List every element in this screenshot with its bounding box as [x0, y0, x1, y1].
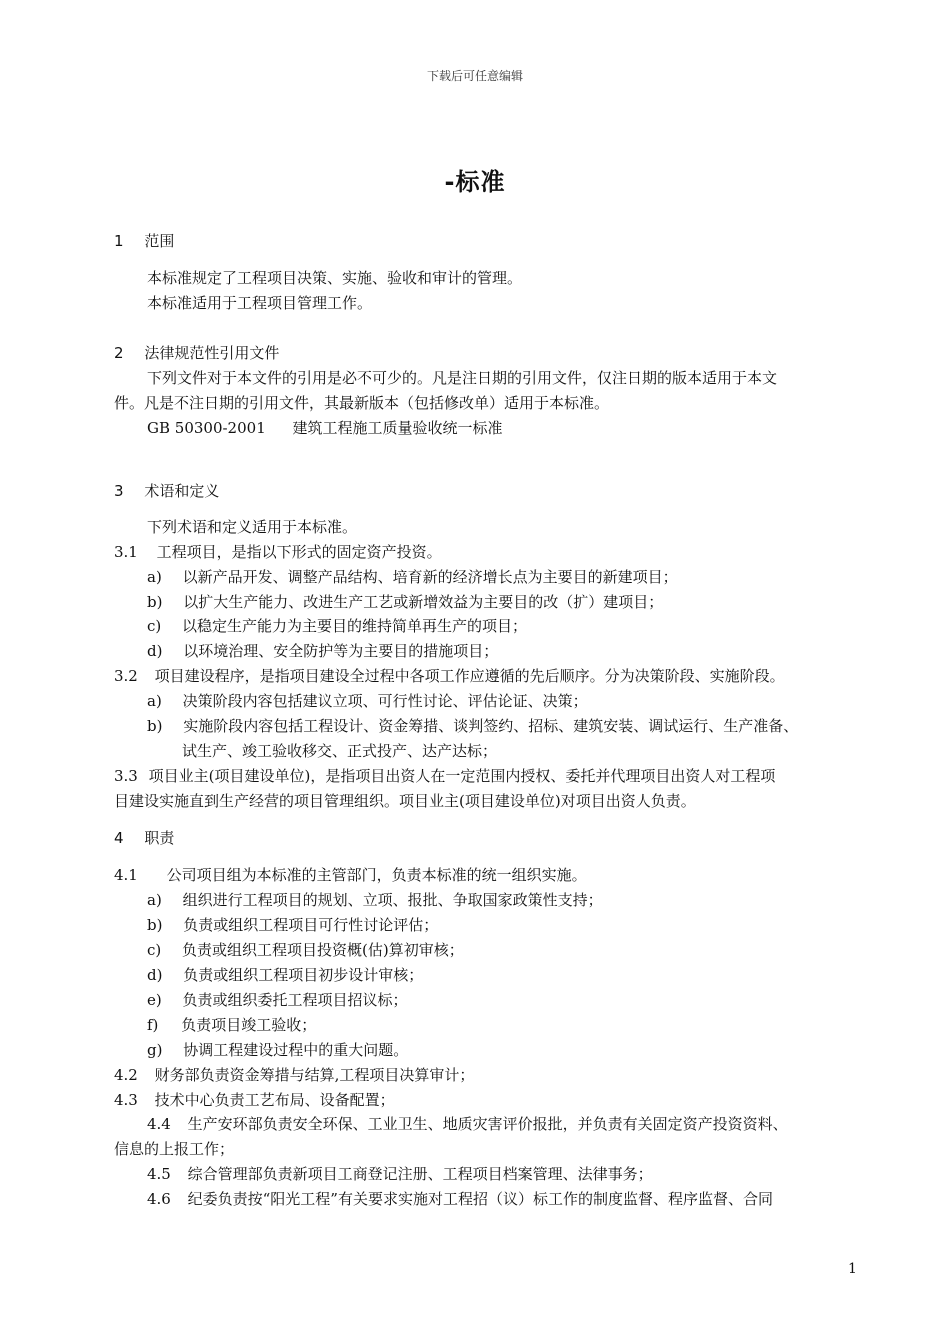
list-item [147, 590, 663, 614]
clause-text: 财务部负责资金筹措与结算,工程项目决算审计； [154, 1066, 475, 1084]
list-item [147, 714, 798, 738]
section-heading-1 [114, 229, 174, 253]
section-number: 1 [114, 232, 124, 250]
clause-continuation: 目建设实施直到生产经营的项目管理组织。项目业主(项目建设单位)对项目出资人负责。 [114, 792, 696, 810]
list-item [147, 1038, 408, 1062]
section-heading-4 [114, 826, 174, 850]
clause-4-2 [114, 1063, 474, 1087]
section-title: 术语和定义 [144, 482, 220, 500]
clause-number: 3.1 [114, 543, 138, 561]
list-text: 决策阶段内容包括建议立项、可行性讨论、评估论证、决策； [182, 692, 588, 710]
clause-4-4 [147, 1112, 788, 1136]
clause-3-2 [114, 664, 785, 688]
page-header-note: 下载后可任意编辑 [426, 69, 523, 83]
list-text: 以环境治理、安全防护等为主要目的措施项目； [183, 642, 499, 660]
paragraph: 下列文件对于本文件的引用是必不可少的。凡是注日期的引用文件，仅注日期的版本适用于本文 [147, 369, 778, 387]
list-marker: e) [147, 991, 162, 1009]
reference-title: 建筑工程施工质量验收统一标准 [292, 419, 503, 437]
clause-number: 3.2 [114, 667, 138, 685]
clause-3-1 [114, 540, 442, 564]
clause-4-5 [147, 1162, 653, 1186]
list-item [147, 639, 498, 663]
paragraph: 本标准规定了工程项目决策、实施、验收和审计的管理。 [147, 269, 523, 287]
list-item [147, 938, 464, 962]
paragraph: 本标准适用于工程项目管理工作。 [147, 294, 373, 312]
list-text: 以扩大生产能力、改进生产工艺或新增效益为主要目的改（扩）建项目； [183, 593, 664, 611]
clause-text: 项目建设程序，是指项目建设全过程中各项工作应遵循的先后顺序。分为决策阶段、实施阶段。 [154, 667, 785, 685]
section-number: 4 [114, 829, 124, 847]
list-item [147, 614, 527, 638]
list-text: 以新产品开发、调整产品结构、培育新的经济增长点为主要目的新建项目； [182, 568, 678, 586]
clause-4-6 [147, 1187, 773, 1211]
list-marker: b) [147, 593, 163, 611]
section-number: 2 [114, 344, 124, 362]
list-marker: c) [147, 617, 162, 635]
list-text: 协调工程建设过程中的重大问题。 [183, 1041, 409, 1059]
list-marker: a) [147, 692, 162, 710]
list-text: 以稳定生产能力为主要目的维持简单再生产的项目； [182, 617, 528, 635]
section-title: 范围 [144, 232, 175, 250]
section-heading-2 [114, 341, 279, 365]
clause-number: 4.6 [147, 1190, 171, 1208]
reference-code: GB 50300-2001 [147, 419, 266, 437]
list-text: 实施阶段内容包括工程设计、资金筹措、谈判签约、招标、建筑安装、调试运行、生产准备、 [183, 717, 799, 735]
clause-text: 项目业主(项目建设单位)，是指项目出资人在一定范围内授权、委托并代理项目出资人对工程项 [148, 767, 776, 785]
list-text: 组织进行工程项目的规划、立项、报批、争取国家政策性支持； [182, 891, 603, 909]
page-number: 1 [848, 1261, 857, 1277]
section-heading-3 [114, 479, 219, 503]
paragraph: 件。凡是不注日期的引用文件，其最新版本（包括修改单）适用于本标准。 [114, 394, 610, 412]
clause-4-1 [114, 863, 587, 887]
clause-number: 3.3 [114, 767, 138, 785]
clause-number: 4.3 [114, 1091, 138, 1109]
list-marker: c) [147, 941, 162, 959]
clause-number: 4.2 [114, 1066, 138, 1084]
list-item [147, 913, 438, 937]
clause-text: 公司项目组为本标准的主管部门，负责本标准的统一组织实施。 [166, 866, 587, 884]
list-text: 负责或组织委托工程项目招议标； [182, 991, 408, 1009]
list-marker: d) [147, 642, 163, 660]
clause-3-3 [114, 764, 775, 788]
list-marker: b) [147, 717, 163, 735]
clause-text: 纪委负责按“阳光工程”有关要求实施对工程招（议）标工作的制度监督、程序监督、合同 [187, 1190, 773, 1208]
clause-4-3 [114, 1088, 395, 1112]
section-number: 3 [114, 482, 124, 500]
section-title: 职责 [144, 829, 175, 847]
list-marker: g) [147, 1041, 163, 1059]
list-marker: a) [147, 891, 162, 909]
list-marker: b) [147, 916, 163, 934]
list-text: 负责或组织工程项目可行性讨论评估； [183, 916, 439, 934]
list-text: 负责或组织工程项目初步设计审核； [183, 966, 424, 984]
list-item [147, 689, 588, 713]
paragraph: 下列术语和定义适用于本标准。 [147, 518, 358, 536]
clause-text: 工程项目，是指以下形式的固定资产投资。 [156, 543, 442, 561]
clause-number: 4.4 [147, 1115, 171, 1133]
list-marker: a) [147, 568, 162, 586]
clause-number: 4.5 [147, 1165, 171, 1183]
clause-text: 技术中心负责工艺布局、设备配置； [154, 1091, 395, 1109]
list-text: 负责项目竣工验收； [181, 1016, 317, 1034]
list-text: 负责或组织工程项目投资概(估)算初审核； [182, 941, 464, 959]
list-text-continuation: 试生产、竣工验收移交、正式投产、达产达标； [182, 742, 498, 760]
clause-number: 4.1 [114, 866, 138, 884]
list-item [147, 988, 408, 1012]
list-marker: d) [147, 966, 163, 984]
section-title: 法律规范性引用文件 [144, 344, 280, 362]
list-item [147, 565, 678, 589]
list-item [147, 1013, 316, 1037]
list-item [147, 963, 423, 987]
list-marker: f) [147, 1016, 159, 1034]
reference-entry [147, 416, 503, 440]
clause-text: 生产安环部负责安全环保、工业卫生、地质灾害评价报批，并负责有关固定资产投资资料、 [187, 1115, 788, 1133]
document-title: -标准 [444, 168, 506, 196]
clause-text: 综合管理部负责新项目工商登记注册、工程项目档案管理、法律事务； [187, 1165, 653, 1183]
clause-continuation: 信息的上报工作； [114, 1140, 235, 1158]
list-item [147, 888, 603, 912]
